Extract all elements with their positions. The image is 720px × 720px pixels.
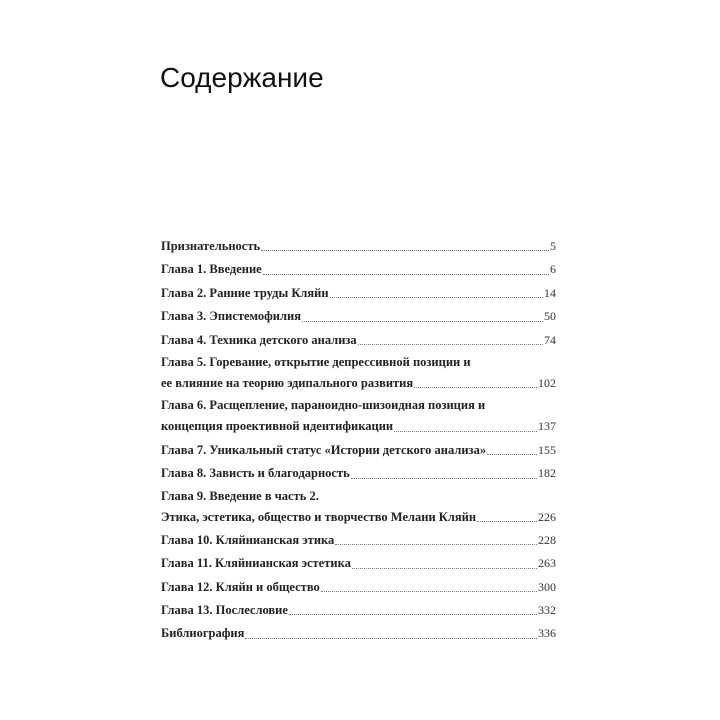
toc-entry-chapter-5[interactable] xyxy=(161,352,556,395)
dot-leader xyxy=(414,386,537,388)
toc-entry-chapter-3[interactable] xyxy=(161,305,556,328)
toc-page-number: 14 xyxy=(544,285,556,300)
toc-entry-chapter-7[interactable] xyxy=(161,439,556,462)
toc-entry-title: Глава 3. Эпистемофилия xyxy=(161,309,301,324)
toc-entry-title: Глава 4. Техника детского анализа xyxy=(161,332,357,347)
toc-entry-title: Признательность xyxy=(161,239,261,253)
toc-entry-title: Библиография xyxy=(161,626,245,641)
dot-leader xyxy=(477,520,537,522)
toc-entry-title: Глава 9. Введение в часть 2. xyxy=(161,488,319,503)
dot-leader xyxy=(358,343,543,345)
toc-entry-title: Глава 2. Ранние труды Кляйн xyxy=(161,285,329,300)
dot-leader xyxy=(394,430,537,432)
toc-page-number: 5 xyxy=(550,239,556,253)
toc-entry-chapter-11[interactable] xyxy=(161,552,556,575)
toc-entry-title: Глава 12. Кляйн и общество xyxy=(161,579,320,594)
dot-leader xyxy=(289,613,537,615)
toc-entry-title-continued: концепция проективной идентификации xyxy=(161,419,394,434)
dot-leader xyxy=(321,590,537,592)
dot-leader xyxy=(487,453,537,455)
toc-entry-title-continued: Этика, эстетика, общество и творчество Мелани Кляйн xyxy=(161,509,477,524)
dot-leader xyxy=(263,273,549,275)
toc-entry-title-continued: ее влияние на теорию эдипального развития xyxy=(161,375,414,390)
dot-leader xyxy=(335,543,537,545)
dot-leader xyxy=(302,320,543,322)
toc-entry-chapter-2[interactable] xyxy=(161,282,556,305)
toc-entry-title: Глава 6. Расщепление, параноидно-шизоидная позиция и xyxy=(161,398,486,413)
toc-entry-title: Глава 11. Кляйнианская эстетика xyxy=(161,556,351,571)
toc-page-number: 228 xyxy=(538,532,556,547)
toc-page-number: 332 xyxy=(538,603,556,618)
toc-page-number: 182 xyxy=(538,466,556,481)
toc-entry-chapter-10[interactable] xyxy=(161,529,556,552)
toc-entry-chapter-13[interactable] xyxy=(161,599,556,622)
page-title: Содержание xyxy=(160,62,324,93)
toc-page-number: 263 xyxy=(538,556,556,571)
dot-leader xyxy=(330,296,543,298)
toc-entry-acknowledgements[interactable] xyxy=(161,235,556,258)
dot-leader xyxy=(352,567,537,569)
toc-entry-title: Глава 1. Введение xyxy=(161,262,262,277)
toc-entry-title: Глава 10. Кляйнианская этика xyxy=(161,532,335,547)
toc-entry-title: Глава 5. Горевание, открытие депрессивной позиции и xyxy=(161,354,471,369)
toc-entry-chapter-6[interactable] xyxy=(161,395,556,438)
toc-page-number: 137 xyxy=(538,419,556,434)
toc-entry-bibliography[interactable] xyxy=(161,622,556,645)
toc-page-number: 6 xyxy=(550,262,556,277)
dot-leader xyxy=(261,249,549,251)
toc-page-number: 102 xyxy=(538,375,556,390)
toc-entry-chapter-4[interactable] xyxy=(161,329,556,352)
table-of-contents xyxy=(161,235,556,646)
dot-leader xyxy=(351,477,537,479)
toc-entry-chapter-12[interactable] xyxy=(161,576,556,599)
dot-leader xyxy=(245,637,537,639)
toc-entry-chapter-8[interactable] xyxy=(161,462,556,485)
toc-entry-title: Глава 8. Зависть и благодарность xyxy=(161,466,350,481)
toc-page-number: 74 xyxy=(544,332,556,347)
toc-page-number: 336 xyxy=(538,626,556,641)
toc-page-number: 226 xyxy=(538,509,556,524)
toc-entry-chapter-9[interactable] xyxy=(161,486,556,529)
toc-entry-chapter-1[interactable] xyxy=(161,258,556,281)
toc-entry-title: Глава 7. Уникальный статус «Истории детского анализа» xyxy=(161,442,487,457)
toc-page-number: 155 xyxy=(538,442,556,457)
toc-page-number: 50 xyxy=(544,309,556,324)
toc-page-number: 300 xyxy=(538,579,556,594)
toc-entry-title: Глава 13. Послесловие xyxy=(161,603,288,618)
